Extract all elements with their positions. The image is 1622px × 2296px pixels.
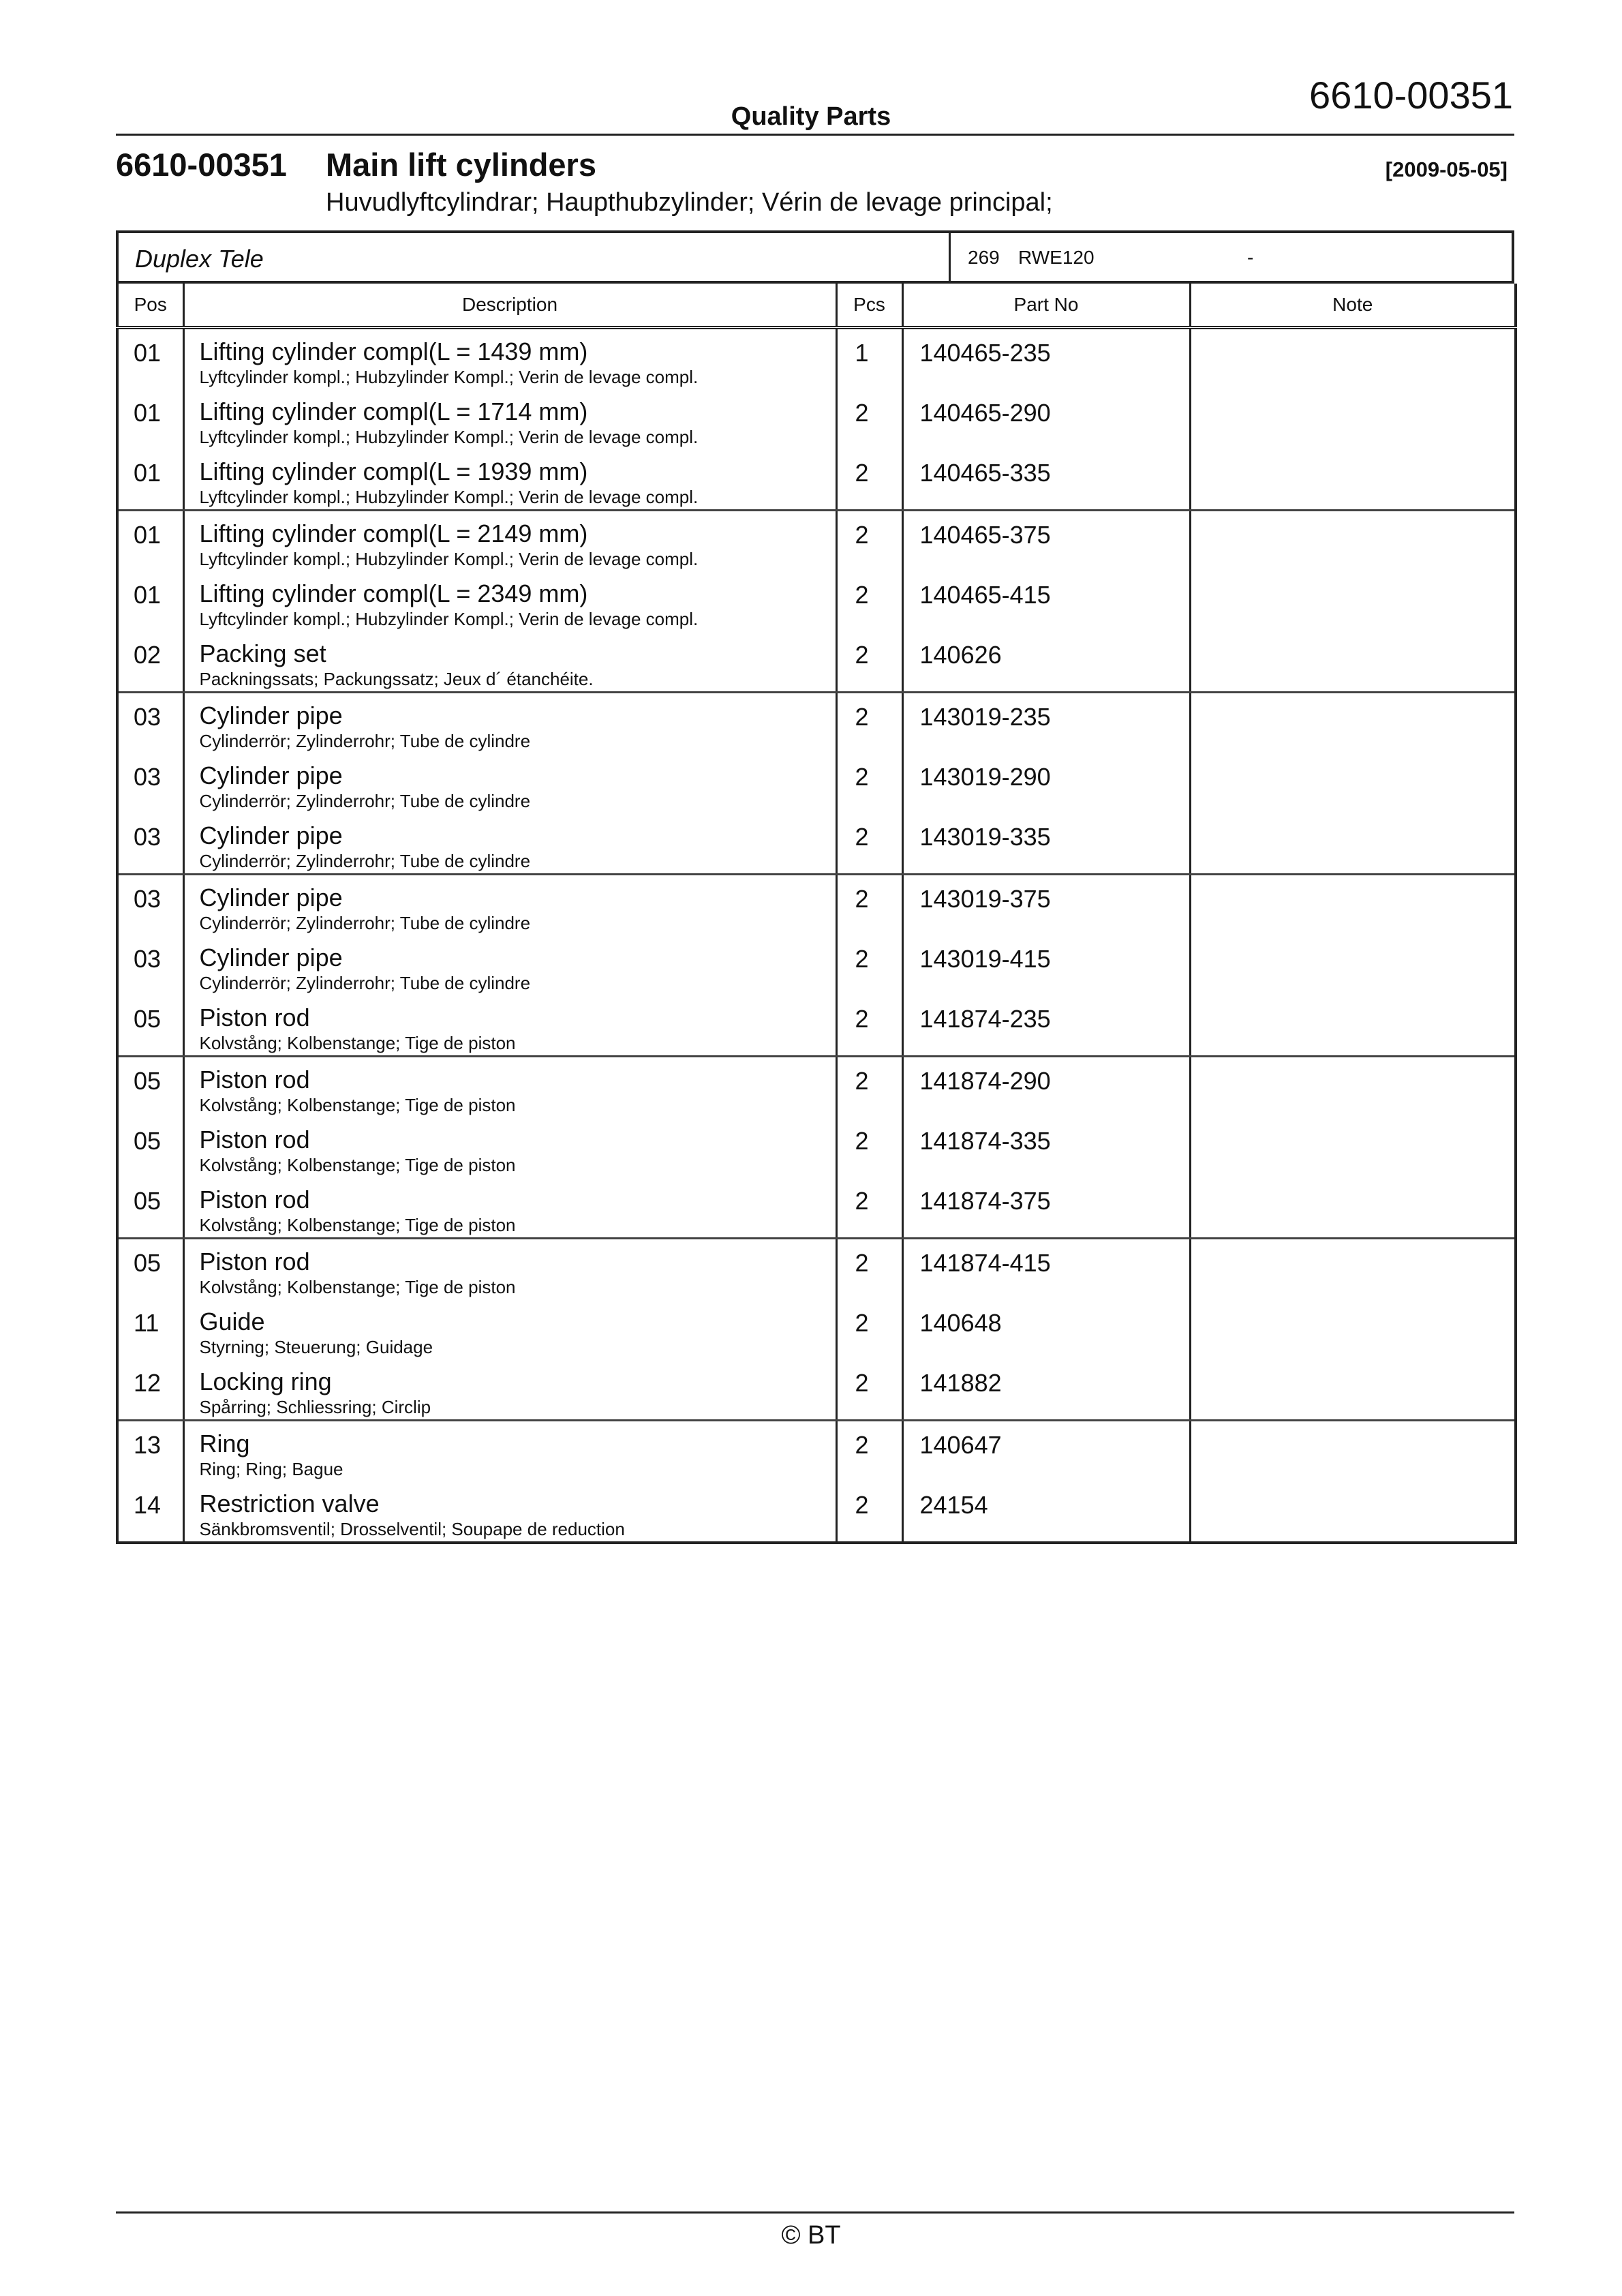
table-row bbox=[117, 1239, 1516, 1300]
cell-part-no: 24154 bbox=[902, 1481, 1190, 1543]
cell-note bbox=[1190, 328, 1516, 390]
cell-part-no: 140626 bbox=[902, 631, 1190, 693]
cell-part-no: 143019-235 bbox=[902, 693, 1190, 754]
table-row bbox=[117, 1057, 1516, 1118]
cell-pos: 05 bbox=[117, 1177, 183, 1239]
cell-pcs: 2 bbox=[836, 875, 902, 936]
description-translations: Cylinderrör; Zylinderrohr; Tube de cylindre bbox=[199, 850, 531, 871]
description-translations: Kolvstång; Kolbenstange; Tige de piston bbox=[199, 1214, 516, 1235]
model-extra: - bbox=[1247, 247, 1254, 268]
table-row bbox=[117, 693, 1516, 754]
cell-description bbox=[183, 1057, 836, 1118]
cell-pos: 05 bbox=[134, 1067, 162, 1095]
cell-pos: 05 bbox=[134, 1127, 162, 1155]
cell-part-no: 140465-335 bbox=[902, 449, 1190, 511]
description-main: Lifting cylinder compl(L = 1714 mm) bbox=[199, 397, 588, 425]
cell-note bbox=[1190, 631, 1516, 693]
cell-note bbox=[1190, 875, 1516, 936]
description-translations: Ring; Ring; Bague bbox=[199, 1458, 343, 1479]
cell-description bbox=[183, 935, 836, 995]
cell-part-no: 141874-335 bbox=[902, 1117, 1190, 1177]
header-divider bbox=[116, 134, 1514, 136]
table-row bbox=[117, 571, 1516, 631]
model-name: Duplex Tele bbox=[135, 245, 264, 273]
column-header-pos: Pos bbox=[117, 284, 183, 328]
description-main: Piston rod bbox=[199, 1248, 310, 1275]
cell-pcs: 2 bbox=[836, 1239, 902, 1300]
cell-pos: 01 bbox=[134, 581, 162, 609]
cell-description bbox=[183, 813, 836, 875]
cell-description bbox=[183, 571, 836, 631]
cell-part-no: 143019-335 bbox=[902, 813, 1190, 875]
cell-pcs: 2 bbox=[836, 1359, 902, 1421]
table-row bbox=[117, 995, 1516, 1057]
cell-part-no: 140647 bbox=[902, 1421, 1190, 1482]
cell-pos: 03 bbox=[134, 763, 162, 791]
description-translations: Kolvstång; Kolbenstange; Tige de piston bbox=[199, 1094, 516, 1115]
description-main: Lifting cylinder compl(L = 1439 mm) bbox=[199, 337, 588, 365]
cell-part-no: 141882 bbox=[902, 1359, 1190, 1421]
description-main: Cylinder pipe bbox=[199, 761, 343, 789]
cell-part-no: 141874-290 bbox=[902, 1057, 1190, 1118]
cell-pos: 11 bbox=[134, 1309, 159, 1337]
description-translations: Lyftcylinder kompl.; Hubzylinder Kompl.; Verin de levage compl. bbox=[199, 548, 699, 569]
description-translations: Packningssats; Packungssatz; Jeux d´ étanchéite. bbox=[199, 668, 594, 689]
cell-pos: 01 bbox=[134, 339, 162, 367]
column-header-note: Note bbox=[1190, 284, 1516, 328]
description-main: Cylinder pipe bbox=[199, 883, 343, 911]
description-main: Piston rod bbox=[199, 1066, 310, 1093]
page-header-title: Quality Parts bbox=[731, 102, 891, 131]
description-translations: Spårring; Schliessring; Circlip bbox=[199, 1396, 431, 1417]
description-main: Cylinder pipe bbox=[199, 943, 343, 971]
cell-part-no: 140465-235 bbox=[902, 328, 1190, 390]
cell-pos: 01 bbox=[134, 399, 162, 427]
cell-pcs: 2 bbox=[836, 1057, 902, 1118]
cell-pcs: 2 bbox=[836, 511, 902, 572]
cell-description bbox=[183, 1239, 836, 1300]
table-header-row bbox=[117, 284, 1516, 328]
cell-part-no: 141874-235 bbox=[902, 995, 1190, 1057]
footer-divider bbox=[116, 2211, 1514, 2214]
cell-pcs: 2 bbox=[836, 1117, 902, 1177]
description-main: Guide bbox=[199, 1308, 265, 1335]
cell-note bbox=[1190, 1117, 1516, 1177]
cell-note bbox=[1190, 1421, 1516, 1482]
description-translations: Cylinderrör; Zylinderrohr; Tube de cylindre bbox=[199, 790, 531, 811]
table-row bbox=[117, 1481, 1516, 1543]
section-date: [2009-05-05] bbox=[1385, 157, 1508, 181]
cell-pcs: 2 bbox=[836, 995, 902, 1057]
table-row bbox=[117, 875, 1516, 936]
document-code: 6610-00351 bbox=[1309, 74, 1513, 117]
cell-pcs: 2 bbox=[836, 1421, 902, 1482]
cell-pcs: 2 bbox=[836, 935, 902, 995]
description-translations: Kolvstång; Kolbenstange; Tige de piston bbox=[199, 1276, 516, 1297]
cell-description bbox=[183, 1481, 836, 1543]
description-main: Lifting cylinder compl(L = 2149 mm) bbox=[199, 519, 588, 547]
description-main: Packing set bbox=[199, 639, 326, 667]
cell-description bbox=[183, 328, 836, 390]
column-header-part-no: Part No bbox=[902, 284, 1190, 328]
description-translations: Lyftcylinder kompl.; Hubzylinder Kompl.; Verin de levage compl. bbox=[199, 366, 699, 387]
cell-part-no: 141874-415 bbox=[902, 1239, 1190, 1300]
description-main: Piston rod bbox=[199, 1185, 310, 1213]
table-row bbox=[117, 1299, 1516, 1359]
description-translations: Cylinderrör; Zylinderrohr; Tube de cylindre bbox=[199, 972, 531, 993]
table-row bbox=[117, 1359, 1516, 1421]
cell-description bbox=[183, 1117, 836, 1177]
cell-pos: 03 bbox=[117, 813, 183, 875]
cell-pcs: 2 bbox=[836, 571, 902, 631]
cell-note bbox=[1190, 1359, 1516, 1421]
cell-note bbox=[1190, 389, 1516, 449]
table-row bbox=[117, 631, 1516, 693]
cell-note bbox=[1190, 1481, 1516, 1543]
section-subtitle: Huvudlyftcylindrar; Haupthubzylinder; Vérin de levage principal; bbox=[326, 188, 1053, 217]
description-main: Cylinder pipe bbox=[199, 821, 343, 849]
footer-copyright: © BT bbox=[781, 2221, 841, 2250]
cell-note bbox=[1190, 1177, 1516, 1239]
model-box-divider bbox=[949, 233, 951, 281]
description-main: Ring bbox=[199, 1430, 250, 1457]
cell-pos: 01 bbox=[134, 521, 162, 549]
cell-note bbox=[1190, 1057, 1516, 1118]
description-translations: Styrning; Steuerung; Guidage bbox=[199, 1336, 433, 1357]
cell-note bbox=[1190, 571, 1516, 631]
cell-part-no: 140648 bbox=[902, 1299, 1190, 1359]
description-main: Cylinder pipe bbox=[199, 701, 343, 729]
description-translations: Lyftcylinder kompl.; Hubzylinder Kompl.; Verin de levage compl. bbox=[199, 426, 699, 447]
cell-pos: 05 bbox=[134, 1249, 162, 1277]
cell-part-no: 141874-375 bbox=[902, 1177, 1190, 1239]
cell-description bbox=[183, 995, 836, 1057]
cell-part-no: 140465-290 bbox=[902, 389, 1190, 449]
table-row bbox=[117, 753, 1516, 813]
model-number: 269 bbox=[968, 247, 1000, 268]
cell-pos: 13 bbox=[134, 1431, 162, 1459]
cell-note bbox=[1190, 1299, 1516, 1359]
cell-note bbox=[1190, 813, 1516, 875]
cell-note bbox=[1190, 693, 1516, 754]
description-translations: Lyftcylinder kompl.; Hubzylinder Kompl.; Verin de levage compl. bbox=[199, 608, 699, 629]
table-row bbox=[117, 511, 1516, 572]
description-main: Locking ring bbox=[199, 1368, 332, 1395]
cell-note bbox=[1190, 1239, 1516, 1300]
parts-table bbox=[116, 284, 1517, 1544]
cell-pcs: 2 bbox=[836, 389, 902, 449]
table-row bbox=[117, 1117, 1516, 1177]
cell-pos: 12 bbox=[117, 1359, 183, 1421]
cell-pos: 02 bbox=[117, 631, 183, 693]
cell-note bbox=[1190, 449, 1516, 511]
cell-pos: 05 bbox=[117, 995, 183, 1057]
model-box bbox=[116, 230, 1514, 284]
cell-description bbox=[183, 1421, 836, 1482]
cell-description bbox=[183, 511, 836, 572]
cell-part-no: 143019-415 bbox=[902, 935, 1190, 995]
cell-pcs: 2 bbox=[836, 753, 902, 813]
model-code: RWE120 bbox=[1018, 247, 1095, 268]
parts-table-body bbox=[117, 328, 1516, 1543]
section-code: 6610-00351 bbox=[116, 147, 287, 183]
section-title: Main lift cylinders bbox=[326, 147, 596, 183]
description-translations: Cylinderrör; Zylinderrohr; Tube de cylindre bbox=[199, 912, 531, 933]
cell-description bbox=[183, 1299, 836, 1359]
cell-part-no: 140465-375 bbox=[902, 511, 1190, 572]
cell-pos: 03 bbox=[134, 945, 162, 973]
table-row bbox=[117, 449, 1516, 511]
cell-pos: 14 bbox=[134, 1491, 162, 1519]
description-translations: Lyftcylinder kompl.; Hubzylinder Kompl.; Verin de levage compl. bbox=[199, 486, 699, 507]
cell-part-no: 143019-290 bbox=[902, 753, 1190, 813]
cell-description bbox=[183, 1177, 836, 1239]
cell-pcs: 2 bbox=[836, 1177, 902, 1239]
cell-pos: 01 bbox=[117, 449, 183, 511]
cell-part-no: 140465-415 bbox=[902, 571, 1190, 631]
table-row bbox=[117, 389, 1516, 449]
cell-pos: 03 bbox=[134, 703, 162, 731]
description-main: Piston rod bbox=[199, 1126, 310, 1153]
cell-description bbox=[183, 631, 836, 693]
description-main: Lifting cylinder compl(L = 2349 mm) bbox=[199, 579, 588, 607]
cell-note bbox=[1190, 511, 1516, 572]
cell-description bbox=[183, 449, 836, 511]
cell-pcs: 2 bbox=[836, 693, 902, 754]
description-main: Restriction valve bbox=[199, 1490, 380, 1517]
description-translations: Cylinderrör; Zylinderrohr; Tube de cylindre bbox=[199, 730, 531, 751]
cell-pcs: 2 bbox=[836, 1481, 902, 1543]
cell-pcs: 1 bbox=[836, 328, 902, 390]
cell-description bbox=[183, 389, 836, 449]
cell-note bbox=[1190, 995, 1516, 1057]
table-row bbox=[117, 1421, 1516, 1482]
cell-description bbox=[183, 693, 836, 754]
table-row bbox=[117, 1177, 1516, 1239]
description-translations: Kolvstång; Kolbenstange; Tige de piston bbox=[199, 1154, 516, 1175]
cell-pos: 03 bbox=[134, 885, 162, 913]
cell-note bbox=[1190, 753, 1516, 813]
cell-part-no: 143019-375 bbox=[902, 875, 1190, 936]
cell-description bbox=[183, 875, 836, 936]
table-row bbox=[117, 813, 1516, 875]
description-translations: Sänkbromsventil; Drosselventil; Soupape de reduction bbox=[199, 1518, 625, 1539]
cell-pcs: 2 bbox=[836, 449, 902, 511]
cell-note bbox=[1190, 935, 1516, 995]
table-row bbox=[117, 935, 1516, 995]
cell-pcs: 2 bbox=[836, 1299, 902, 1359]
description-translations: Kolvstång; Kolbenstange; Tige de piston bbox=[199, 1032, 516, 1053]
cell-description bbox=[183, 753, 836, 813]
table-row bbox=[117, 328, 1516, 390]
cell-pcs: 2 bbox=[836, 813, 902, 875]
description-main: Lifting cylinder compl(L = 1939 mm) bbox=[199, 457, 588, 485]
cell-description bbox=[183, 1359, 836, 1421]
column-header-pcs: Pcs bbox=[836, 284, 902, 328]
column-header-description: Description bbox=[183, 284, 836, 328]
description-main: Piston rod bbox=[199, 1003, 310, 1031]
cell-pcs: 2 bbox=[836, 631, 902, 693]
